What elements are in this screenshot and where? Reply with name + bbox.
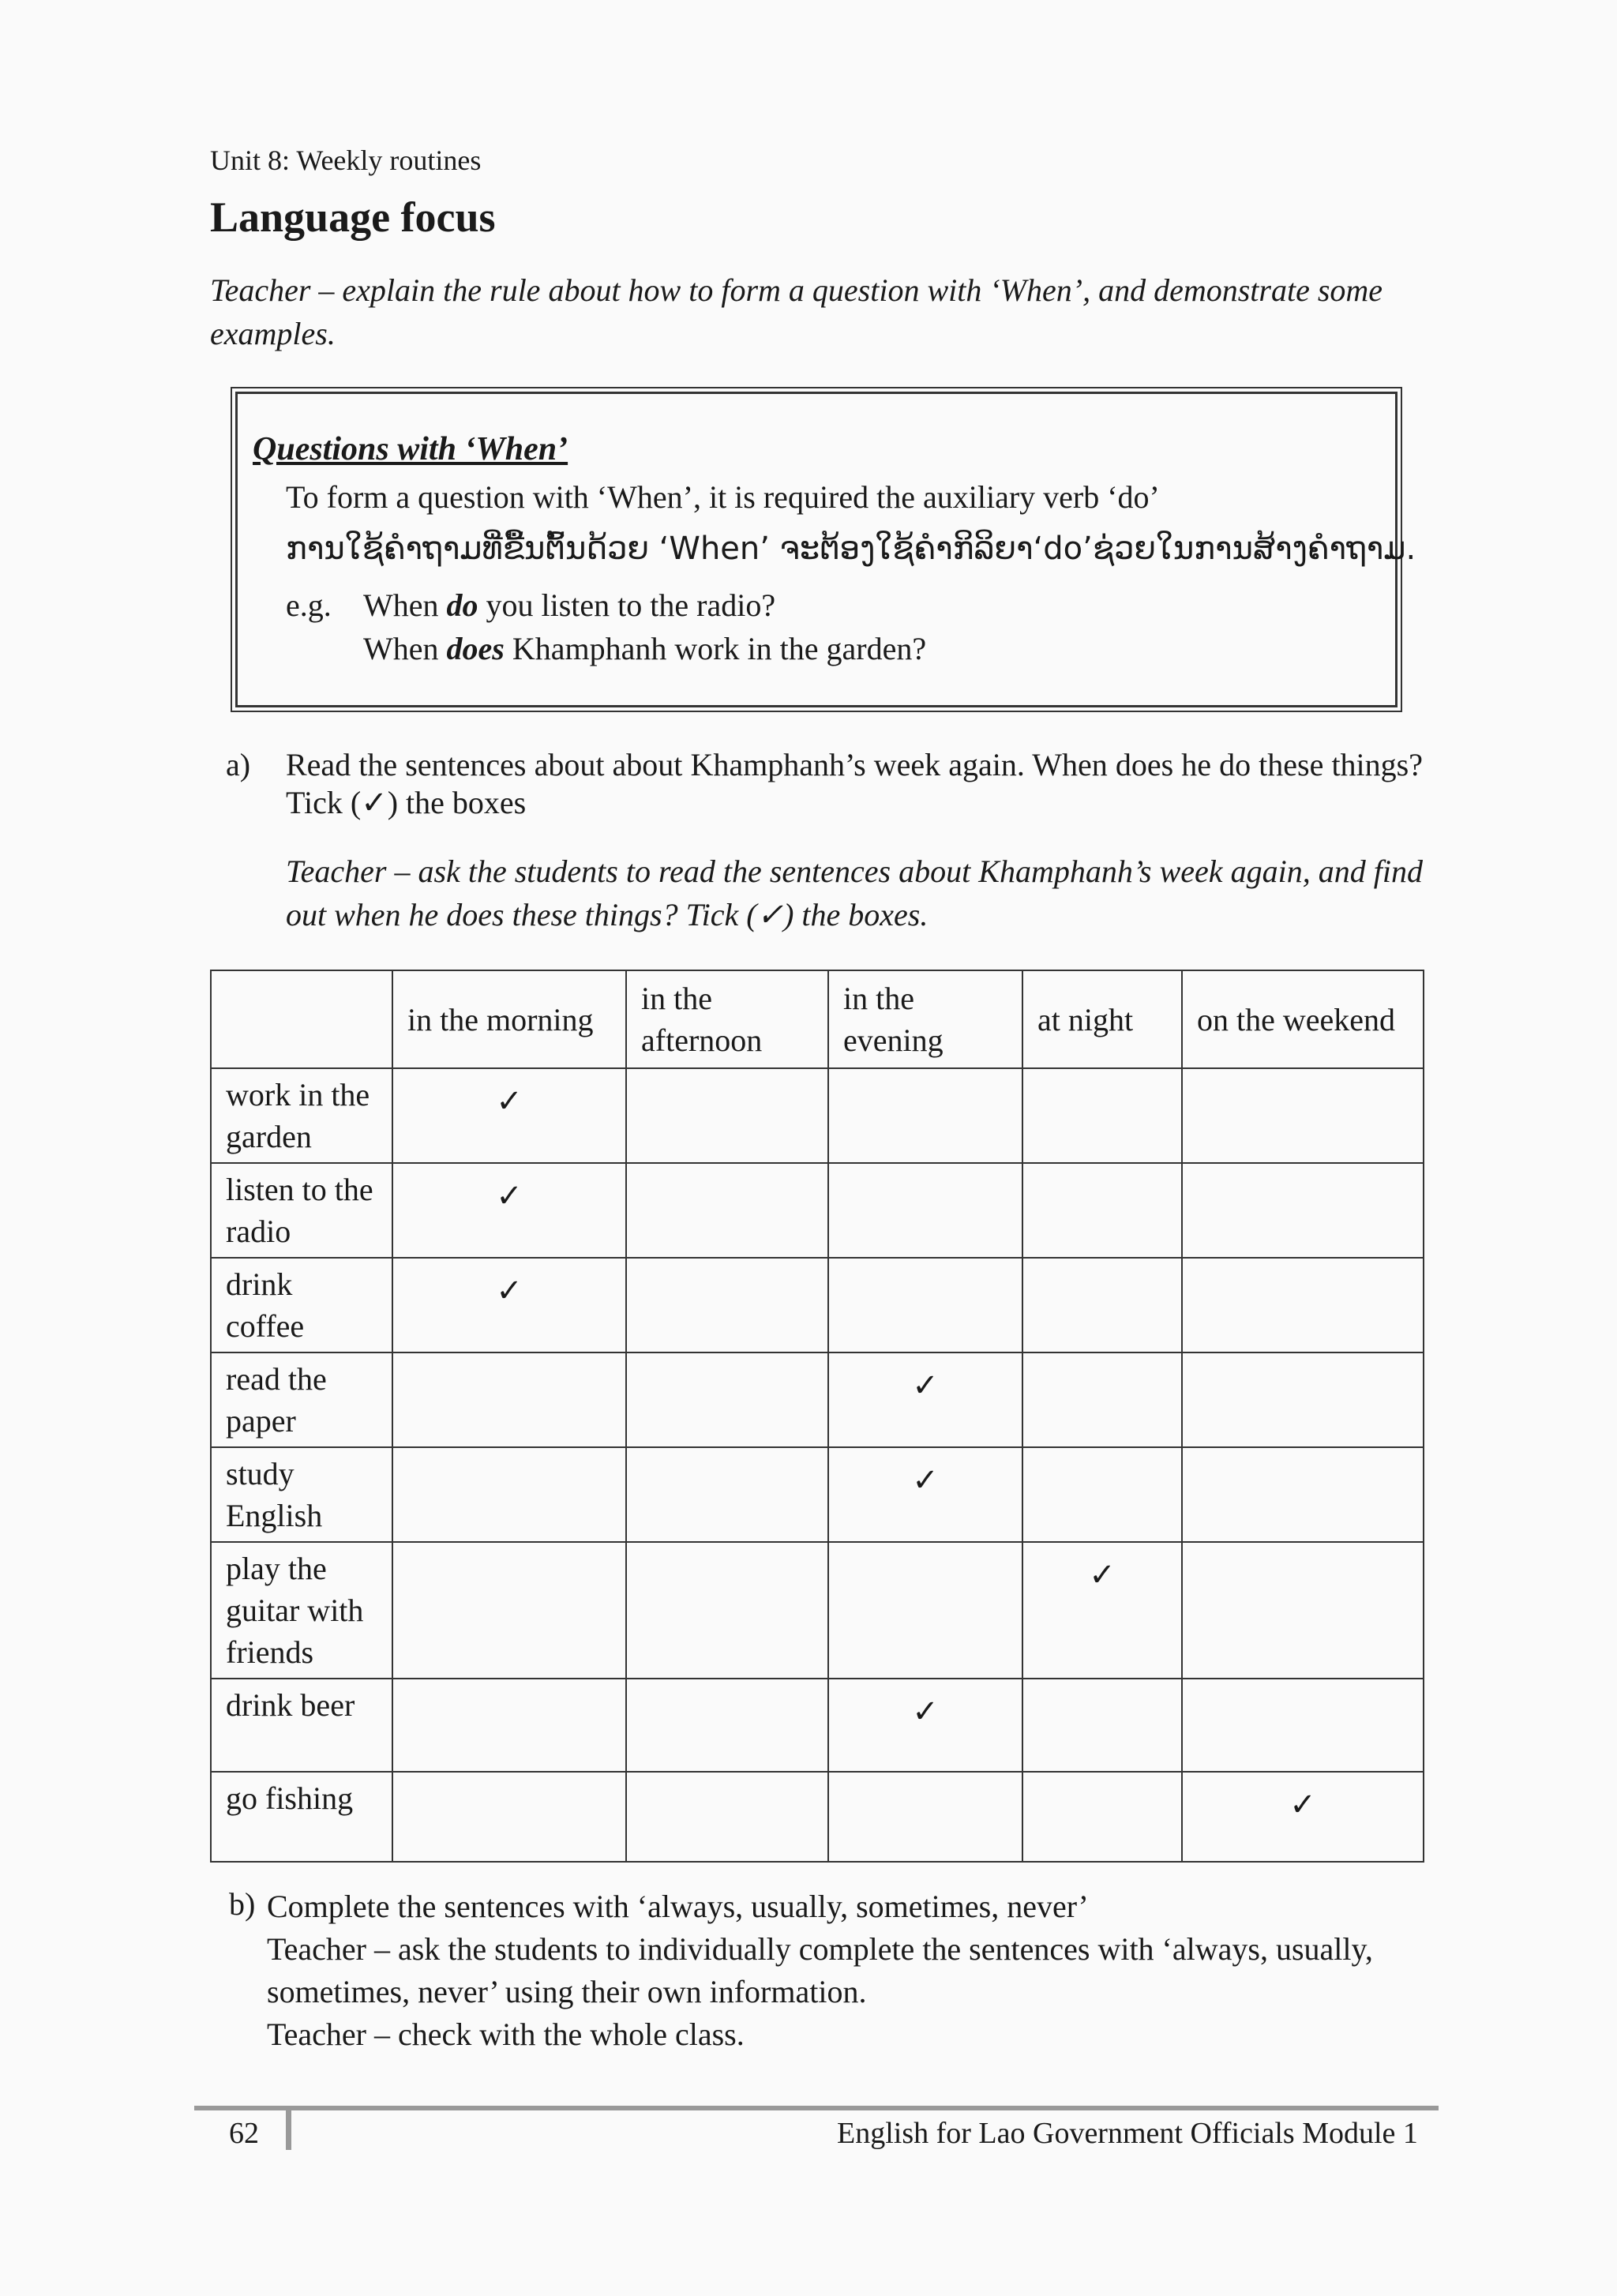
tick-cell <box>1022 1542 1182 1679</box>
empty-cell <box>828 1068 1022 1163</box>
item-b-teacher-note-1: Teacher – ask the students to individually complete the sentences with ‘always, usually, sometimes, never’ using their own information. <box>267 1931 1373 2009</box>
tick-cell <box>392 1163 626 1258</box>
empty-cell <box>1182 1542 1424 1679</box>
header-morning: in the morning <box>392 970 626 1068</box>
table-row <box>211 1163 1424 1258</box>
check-mark-icon: ✓ <box>912 1694 939 1729</box>
header-afternoon: in the afternoon <box>626 970 828 1068</box>
activity-cell: read the paper <box>211 1352 392 1447</box>
empty-cell <box>1022 1772 1182 1862</box>
table-row <box>211 1772 1424 1862</box>
header-blank <box>211 970 392 1068</box>
empty-cell <box>392 1447 626 1542</box>
check-mark-icon: ✓ <box>1089 1557 1116 1593</box>
rule-explanation: To form a question with ‘When’, it is required the auxiliary verb ‘do’ <box>286 479 1160 515</box>
example-label: e.g. <box>286 587 332 623</box>
check-mark-icon: ✓ <box>912 1367 939 1403</box>
table-row <box>211 1258 1424 1352</box>
empty-cell <box>1022 1163 1182 1258</box>
footer-divider <box>194 2106 1439 2110</box>
example-1-start: When <box>363 587 439 623</box>
activity-cell: play the guitar with friends <box>211 1542 392 1679</box>
empty-cell <box>828 1772 1022 1862</box>
teacher-intro: Teacher – explain the rule about how to form a question with ‘When’, and demonstrate some examples. <box>210 272 1383 351</box>
example-1-end: you listen to the radio? <box>486 587 776 623</box>
table-row <box>211 1352 1424 1447</box>
empty-cell <box>828 1163 1022 1258</box>
tick-cell <box>828 1447 1022 1542</box>
check-mark-icon: ✓ <box>1289 1787 1316 1822</box>
activity-cell: drink coffee <box>211 1258 392 1352</box>
table-header-row <box>211 970 1424 1068</box>
example-2-start: When <box>363 631 439 666</box>
item-a-label: a) <box>226 747 251 782</box>
empty-cell <box>1182 1068 1424 1163</box>
empty-cell <box>828 1258 1022 1352</box>
item-b-label: b) <box>229 1886 256 1922</box>
tick-cell <box>392 1068 626 1163</box>
empty-cell <box>392 1679 626 1772</box>
empty-cell <box>392 1352 626 1447</box>
activity-cell: work in the garden <box>211 1068 392 1163</box>
empty-cell <box>626 1352 828 1447</box>
check-mark-icon: ✓ <box>496 1083 523 1119</box>
header-weekend: on the weekend <box>1182 970 1424 1068</box>
example-2-end: Khamphanh work in the garden? <box>512 631 927 666</box>
empty-cell <box>626 1447 828 1542</box>
item-a-teacher-note: Teacher – ask the students to read the sentences about Khamphanh’s week again, and find out when he does these things? Tick (✓) the boxes. <box>286 853 1423 932</box>
rule-box-title: Questions with ‘When’ <box>253 431 568 467</box>
page-title: Language focus <box>210 193 496 241</box>
table-row <box>211 1447 1424 1542</box>
activity-cell: study English <box>211 1447 392 1542</box>
empty-cell <box>1022 1258 1182 1352</box>
empty-cell <box>828 1542 1022 1679</box>
empty-cell <box>626 1258 828 1352</box>
tick-cell <box>392 1258 626 1352</box>
empty-cell <box>1182 1679 1424 1772</box>
empty-cell <box>1022 1447 1182 1542</box>
item-b-block <box>267 1885 1435 2056</box>
empty-cell <box>1022 1679 1182 1772</box>
empty-cell <box>1182 1447 1424 1542</box>
empty-cell <box>626 1772 828 1862</box>
empty-cell <box>1022 1068 1182 1163</box>
activity-cell: listen to the radio <box>211 1163 392 1258</box>
empty-cell <box>1022 1352 1182 1447</box>
table-row <box>211 1068 1424 1163</box>
check-mark-icon: ✓ <box>496 1178 523 1214</box>
example-2-aux: does <box>446 631 505 666</box>
table-row <box>211 1679 1424 1772</box>
example-sentence-1 <box>363 587 775 624</box>
item-b-instruction: Complete the sentences with ‘always, usually, sometimes, never’ <box>267 1889 1089 1924</box>
rule-explanation-lao: ການໃຊ້ຄຳຖາມທີ່ຂື້ນຕົ້ນດ້ວຍ ‘When’ ຈະຕ້ອງໃຊ້ຄຳກິລິຍາ‘do’ຊ່ວຍໃນການສ້າງຄຳຖາມ. <box>286 531 1416 567</box>
empty-cell <box>626 1163 828 1258</box>
empty-cell <box>1182 1352 1424 1447</box>
footer-separator <box>286 2110 291 2150</box>
check-mark-icon: ✓ <box>496 1273 523 1308</box>
tick-cell <box>828 1679 1022 1772</box>
empty-cell <box>1182 1163 1424 1258</box>
activity-cell: go fishing <box>211 1772 392 1862</box>
example-sentence-2 <box>363 630 926 667</box>
empty-cell <box>626 1542 828 1679</box>
header-evening: in the evening <box>828 970 1022 1068</box>
empty-cell <box>626 1679 828 1772</box>
footer-book-title: English for Lao Government Officials Module 1 <box>837 2117 1418 2150</box>
activity-cell: drink beer <box>211 1679 392 1772</box>
header-night: at night <box>1022 970 1182 1068</box>
page-number: 62 <box>229 2117 259 2150</box>
empty-cell <box>626 1068 828 1163</box>
routine-tick-table <box>210 970 1424 1863</box>
empty-cell <box>392 1542 626 1679</box>
unit-title: Unit 8: Weekly routines <box>210 144 482 176</box>
table-row <box>211 1542 1424 1679</box>
empty-cell <box>1182 1258 1424 1352</box>
check-mark-icon: ✓ <box>912 1462 939 1498</box>
item-b-teacher-note-2: Teacher – check with the whole class. <box>267 2017 745 2052</box>
example-1-aux: do <box>446 587 478 623</box>
tick-cell <box>828 1352 1022 1447</box>
tick-cell <box>1182 1772 1424 1862</box>
empty-cell <box>392 1772 626 1862</box>
item-a-instruction: Read the sentences about about Khamphanh’s week again. When does he do these things? Tick (✓) the boxes <box>286 747 1423 820</box>
